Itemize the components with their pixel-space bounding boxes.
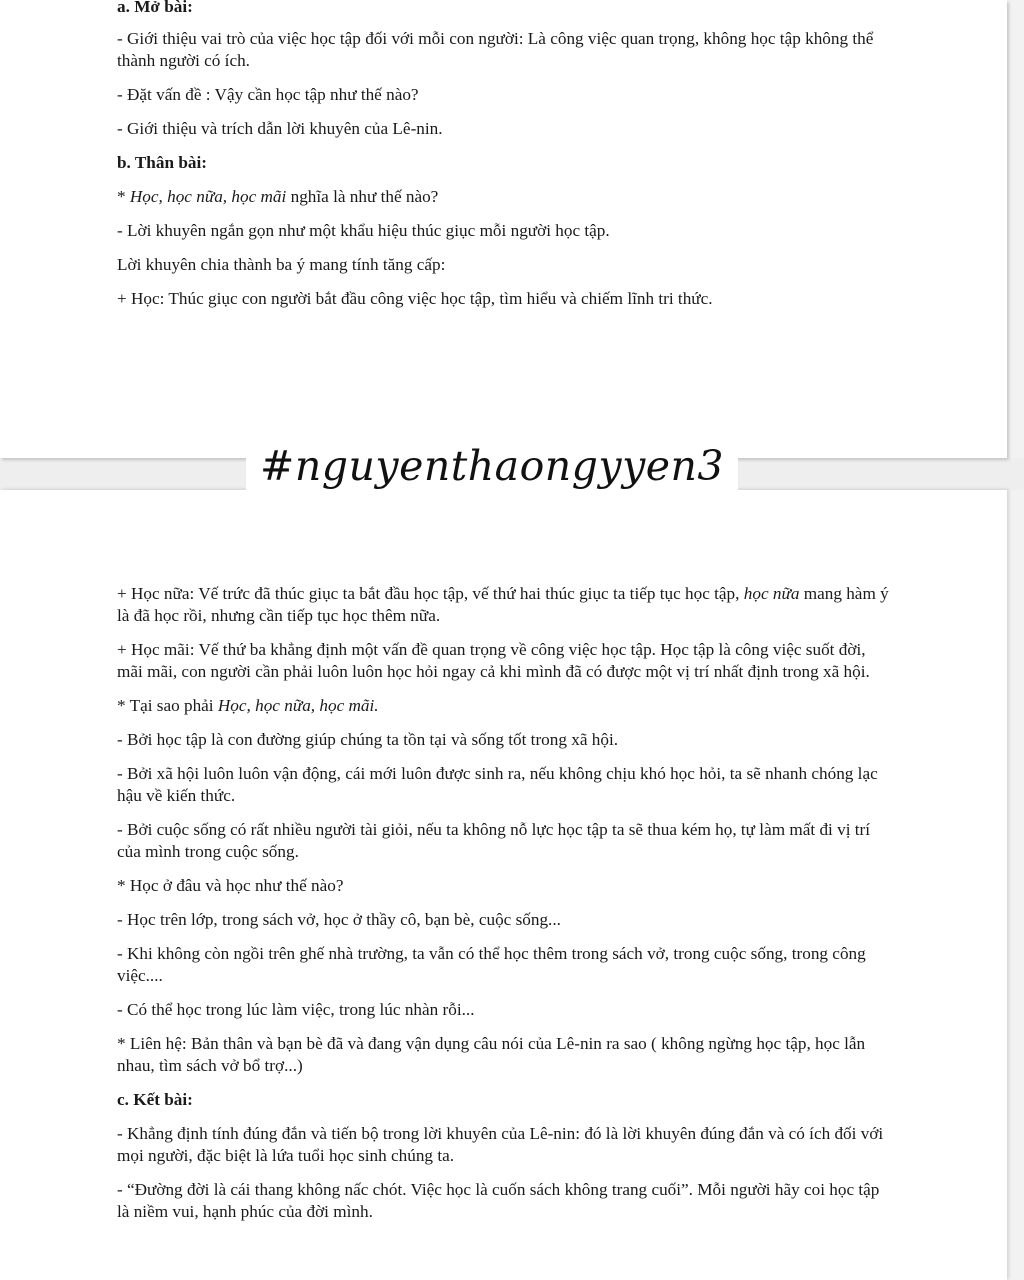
paragraph: - Bởi xã hội luôn luôn vận động, cái mới luôn được sinh ra, nếu không chịu khó học hỏi, ta sẽ nhanh chóng lạc hậu về kiến thức. <box>117 764 878 805</box>
paragraph: + Học: Thúc giục con người bắt đầu công việc học tập, tìm hiểu và chiếm lĩnh tri thức. <box>117 289 713 308</box>
paragraph: * Học ở đâu và học như thế nào? <box>117 876 344 895</box>
italic-text: học nữa <box>743 584 800 603</box>
paragraph: - Đặt vấn đề : Vậy cần học tập như thế nào? <box>117 85 419 104</box>
paragraph: - “Đường đời là cái thang không nấc chót. Việc học là cuốn sách không trang cuối”. Mỗi người hãy coi học tập là niềm vui, hạnh phúc của đời mình. <box>117 1180 880 1221</box>
paragraph: - Học trên lớp, trong sách vở, học ở thầy cô, bạn bè, cuộc sống... <box>117 910 561 929</box>
paragraph: - Bởi học tập là con đường giúp chúng ta tồn tại và sống tốt trong xã hội. <box>117 730 619 749</box>
text-run: mang hàm ý là đã học rồi, nhưng cần tiếp tục học thêm nữa. <box>117 584 889 625</box>
paragraph: * Liên hệ: Bản thân và bạn bè đã và đang vận dụng câu nói của Lê-nin ra sao ( không ngừng học tập, học lẫn nhau, tìm sách vở bổ trợ...) <box>117 1034 866 1075</box>
text-run: + Học nữa: Vế trức đã thúc giục ta bắt đầu học tập, vế thứ hai thúc giục ta tiếp tục học tập, <box>117 584 744 603</box>
paragraph <box>117 695 892 717</box>
paragraph: - Bởi cuộc sống có rất nhiều người tài giỏi, nếu ta không nỗ lực học tập ta sẽ thua kém họ, tự làm mất đi vị trí của mình trong cuộc sống. <box>117 820 871 861</box>
paragraph <box>117 186 892 208</box>
heading-than-bai: b. Thân bài: <box>117 153 207 172</box>
heading-mo-bai: a. Mở bài: <box>117 0 193 16</box>
paragraph <box>117 583 892 627</box>
text-run: nghĩa là như thế nào? <box>286 187 439 206</box>
text-run: * Tại sao phải <box>117 696 218 715</box>
paragraph: - Khi không còn ngồi trên ghế nhà trường, ta vẫn có thể học thêm trong sách vở, trong cuộc sống, trong công việc.... <box>117 944 866 985</box>
paragraph: + Học mãi: Vế thứ ba khẳng định một vấn đề quan trọng về công việc học tập. Học tập là công việc suốt đời, mãi mãi, con người cần phải luôn luôn học hỏi ngay cả khi mình đã có được một vị trí nhất định trong xã hội. <box>117 640 870 681</box>
paragraph: - Khẳng định tính đúng đắn và tiến bộ trong lời khuyên của Lê-nin: đó là lời khuyên đúng đắn và có ích đối với mọi người, đặc biệt là lứa tuổi học sinh chúng ta. <box>117 1124 884 1165</box>
italic-text: Học, học nữa, học mãi. <box>217 696 379 715</box>
paragraph: - Có thể học trong lúc làm việc, trong lúc nhàn rỗi... <box>117 1000 475 1019</box>
italic-text: Học, học nữa, học mãi <box>129 187 287 206</box>
page-bottom-content <box>117 583 892 1223</box>
viewer-edge <box>1007 0 1024 1280</box>
page-top-content <box>117 0 892 310</box>
heading-ket-bai: c. Kết bài: <box>117 1090 193 1109</box>
document-page-top <box>0 0 1007 458</box>
paragraph: - Lời khuyên ngắn gọn như một khẩu hiệu thúc giục mỗi người học tập. <box>117 221 610 240</box>
text-run: * <box>117 187 130 206</box>
watermark-hashtag: #nguyenthaongyyen3 <box>246 437 738 495</box>
paragraph: - Giới thiệu vai trò của việc học tập đối với mỗi con người: Là công việc quan trọng, không học tập không thể thành người có ích. <box>117 29 874 70</box>
paragraph: - Giới thiệu và trích dẫn lời khuyên của Lê-nin. <box>117 119 443 138</box>
paragraph: Lời khuyên chia thành ba ý mang tính tăng cấp: <box>117 255 446 274</box>
